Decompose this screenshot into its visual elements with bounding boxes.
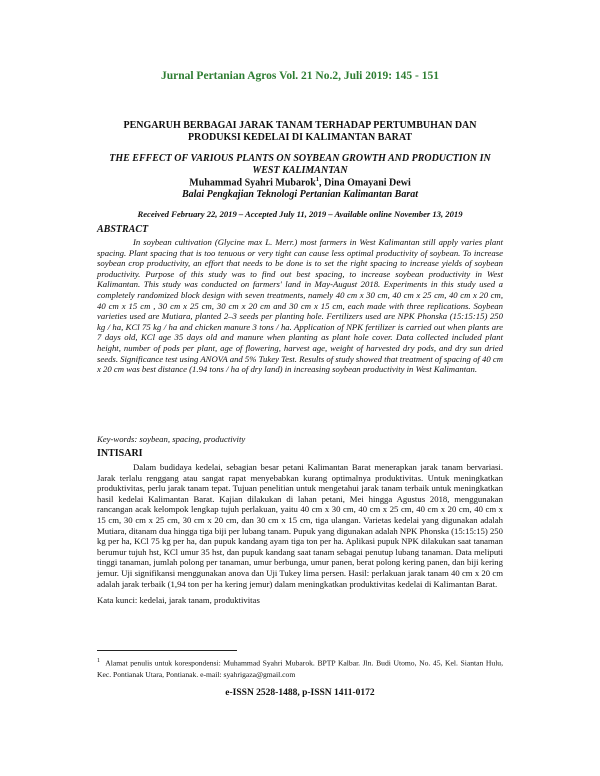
keywords-indonesian: Kata kunci: kedelai, jarak tanam, produktivitas bbox=[97, 595, 260, 605]
received-dates: Received February 22, 2019 – Accepted July 11, 2019 – Available online November 13, 2019 bbox=[137, 209, 463, 219]
affiliation: Balai Pengkajian Teknologi Pertanian Kalimantan Barat bbox=[181, 189, 419, 200]
footnote-mark: 1 bbox=[97, 658, 100, 664]
intisari-heading: INTISARI bbox=[97, 448, 143, 459]
author-footnote-mark: 1 bbox=[315, 176, 320, 183]
abstract-heading: ABSTRACT bbox=[97, 224, 149, 235]
footnote bbox=[97, 656, 503, 680]
journal-header: Jurnal Pertanian Agros Vol. 21 No.2, Juli 2019: 145 - 151 bbox=[160, 70, 440, 82]
author-line bbox=[0, 176, 600, 188]
footnote-text: Alamat penulis untuk korespondensi: Muhammad Syahri Mubarok. BPTP Kalbar. Jln. Budi Utomo, No. 45, Kel. Siantan Hulu, Kec. Pontianak Utara, Pontianak. e-mail: syahrigaza@gmail.com bbox=[97, 658, 503, 679]
keywords-english: Key-words: soybean, spacing, productivity bbox=[97, 434, 246, 444]
intisari-body: Dalam budidaya kedelai, sebagian besar petani Kalimantan Barat menerapkan jarak tanam bervariasi. Jarak terlalu renggang atau sangat rapat menyebabkan kurang optimalnya produktivitas. Untuk meningkatkan produktivitas, perlu jarak tanam tepat. Tujuan penelitian untuk mengetahui jarak tanam terbaik untuk meningkatkan hasil kedelai Kalimantan Barat. Kajian dilakukan di lahan petani, Mei hingga Agustus 2018, menggunakan rancangan acak kelompok lengkap tujuh perlakuan, yaitu 40 cm x 30 cm, 40 cm x 25 cm, 40 cm x 20 cm, 40 cm x 15 cm, 30 cm x 25 cm, 30 cm x 20 cm, dan 30 cm x 15 cm, tiga ulangan. Varietas kedelai yang digunakan adalah Mutiara, ditanam dua hingga tiga biji per lubang tanam. Pupuk yang digunakan adalah NPK Phonska (15:15:15) 250 kg per ha, KCl 75 kg per ha, dan pupuk kandang ayam tiga ton per ha. Aplikasi pupuk NPK dilakukan saat tanaman berumur tujuh hst, KCl umur 35 hst, dan pupuk kandang saat tanam sebagai penutup lubang tanaman. Data meliputi tinggi tanaman, jumlah polong per tanaman, umur berbunga, umur panen, berat polong kering panen, dan biji kering jemur. Uji signifikansi menggunakan anova dan Uji Tukey lima persen. Hasil: perlakuan jarak tanam 40 cm x 20 cm adalah jarak terbaik (1,94 ton per ha kering jemur) dalam meningkatkan produktivitas kedelai di Kalimantan Barat. bbox=[97, 462, 503, 589]
author-first: Muhammad Syahri Mubarok bbox=[189, 177, 316, 189]
title-indonesian: PENGARUH BERBAGAI JARAK TANAM TERHADAP PERTUMBUHAN DAN PRODUKSI KEDELAI DI KALIMANTAN BARAT bbox=[123, 120, 477, 143]
issn-line: e-ISSN 2528-1488, p-ISSN 1411-0172 bbox=[225, 688, 375, 698]
title-english: THE EFFECT OF VARIOUS PLANTS ON SOYBEAN GROWTH AND PRODUCTION IN WEST KALIMANTAN bbox=[109, 153, 491, 176]
footnote-divider bbox=[97, 650, 237, 651]
author-rest: , Dina Omayani Dewi bbox=[319, 177, 411, 189]
abstract-body: In soybean cultivation (Glycine max L. Merr.) most farmers in West Kalimantan still apply varies plant spacing. Plant spacing that is too tenuous or very tight can cause less optimal productivity of soybean. To increase soybean crop productivity, an effort that needs to be done is to set the right spacing to increase yields of soybean productivity. Purpose of this study was to find out best spacing, to increase soybean productivity in West Kalimantan. This study was conducted on farmers' land in May-August 2018. Experiments in this study used a completely randomized block design with seven treatments, namely 40 cm x 30 cm, 40 cm x 25 cm, 40 cm x 20 cm, 40 cm x 15 cm , 30 cm x 25 cm, 30 cm x 20 cm and 30 cm x 15 cm, each made with three replications. Soybean varieties used are Mutiara, planted 2–3 seeds per planting hole. Fertilizers used are NPK Phonska (15:15:15) 250 kg / ha, KCl 75 kg / ha and chicken manure 3 tons / ha. Application of NPK fertilizer is carried out when plants are 7 days old, KCl age 35 days old and manure when planting as plant hole cover. Data collected included plant height, number of pods per plant, age of flowering, harvest age, weight of harvested dry pods, and dry sun dried seeds. Significance test using ANOVA and 5% Tukey Test. Results of study showed that treatment of spacing of 40 cm x 20 cm was best distance (1.94 tons / ha of dry land) in increasing soybean productivity in West Kalimantan. bbox=[97, 237, 503, 375]
